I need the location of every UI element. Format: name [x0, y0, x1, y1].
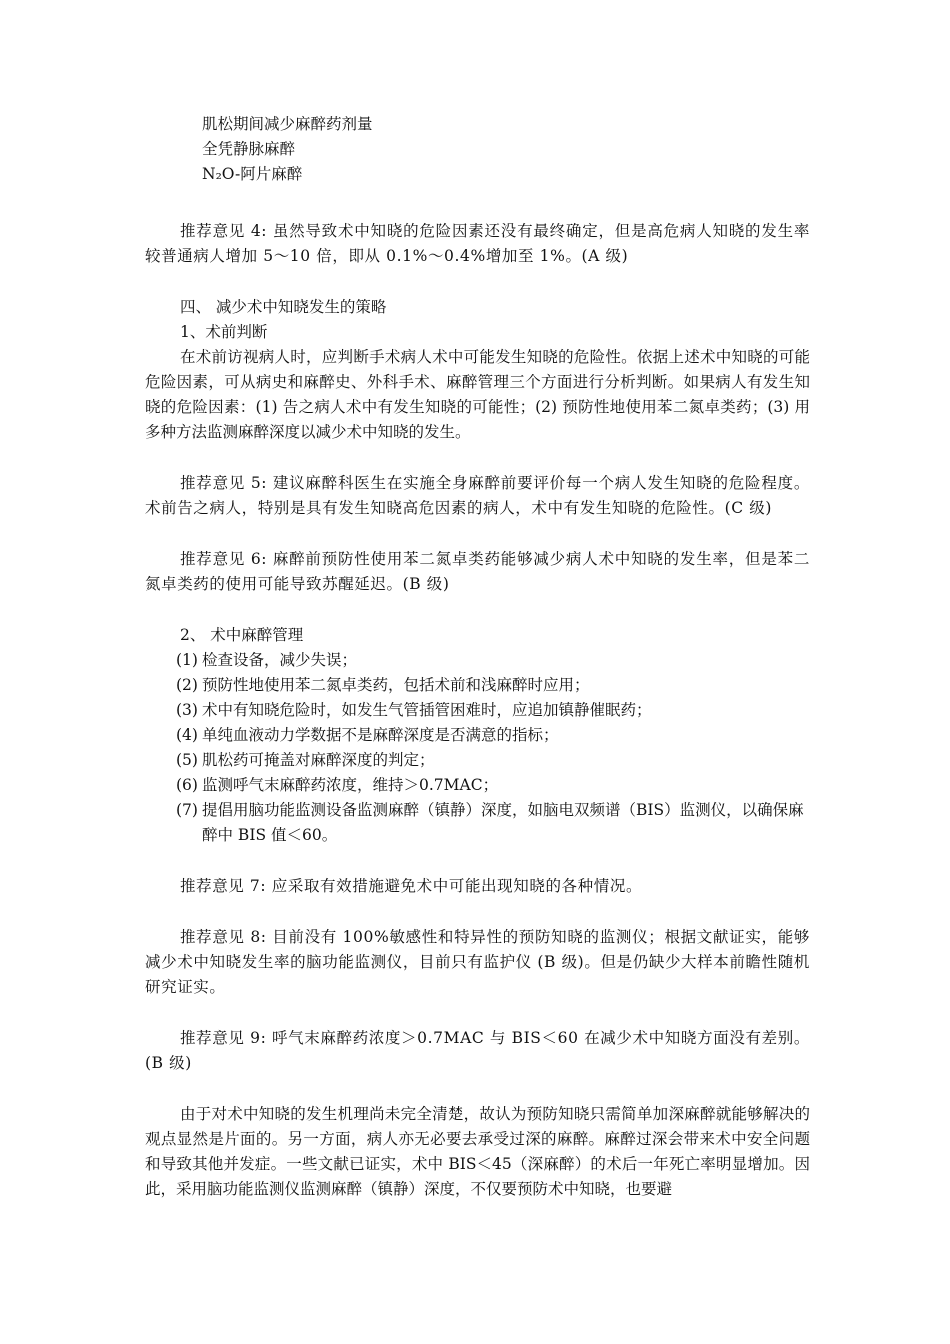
- subsection-2-title: 2、 术中麻醉管理: [180, 626, 304, 644]
- recommendation-4: 推荐意见 4: 虽然导致术中知晓的危险因素还没有最终确定，但是高危病人知晓的发生率较普通病人增加 5～10 倍，即从 0.1%～0.4%增加至 1%。(A 级): [145, 222, 810, 265]
- recommendation-8: 推荐意见 8: 目前没有 100%敏感性和特异性的预防知晓的监测仪；根据文献证实，能够减少术中知晓发生率的脑功能监测仪，目前只有监护仪 (B 级)。但是仍缺少大样本前瞻性随机研究证实。: [145, 928, 810, 996]
- list-item-text: 提倡用脑功能监测设备监测麻醉（镇静）深度，如脑电双频谱（BIS）监测仪，以确保麻醉中 BIS 值＜60。: [202, 801, 804, 844]
- recommendation-5: 推荐意见 5: 建议麻醉科医生在实施全身麻醉前要评价每一个病人发生知晓的危险程度。术前告之病人，特别是具有发生知晓高危因素的病人，术中有发生知晓的危险性。(C 级): [145, 474, 810, 517]
- list-item-number: (3): [176, 701, 198, 719]
- closing-paragraph: 由于对术中知晓的发生机理尚未完全清楚，故认为预防知晓只需简单加深麻醉就能够解决的观点显然是片面的。另一方面，病人亦无必要去承受过深的麻醉。麻醉过深会带来术中安全问题和导致其他并发症。一些文献已证实，术中 BIS＜45（深麻醉）的术后一年死亡率明显增加。因此，采用脑功能监测仪监测麻醉（镇静）深度，不仅要预防术中知晓，也要避: [145, 1105, 810, 1198]
- list-item: [145, 673, 810, 698]
- list-item-text: 预防性地使用苯二氮卓类药，包括术前和浅麻醉时应用；: [202, 676, 590, 694]
- list-item-number: (1): [176, 651, 198, 669]
- list-item: [145, 698, 810, 723]
- intraoperative-management-list: [145, 648, 810, 848]
- list-item-text: 术中有知晓危险时，如发生气管插管困难时，应追加镇静催眠药；: [202, 701, 652, 719]
- list-item-text: 监测呼气末麻醉药浓度，维持＞0.7MAC；: [202, 776, 499, 794]
- list-item-text: 单纯血液动力学数据不是麻醉深度是否满意的指标；: [202, 726, 559, 744]
- list-item: [145, 798, 810, 848]
- list-item-number: (6): [176, 776, 198, 794]
- list-item-number: (4): [176, 726, 198, 744]
- list-item-number: (2): [176, 676, 198, 694]
- list-item: [145, 723, 810, 748]
- section-4-title: 四、 减少术中知晓发生的策略: [180, 298, 387, 316]
- list-item-number: (7): [176, 801, 198, 819]
- subsection-1-paragraph: 在术前访视病人时，应判断手术病人术中可能发生知晓的危险性。依据上述术中知晓的可能危险因素，可从病史和麻醉史、外科手术、麻醉管理三个方面进行分析判断。如果病人有发生知晓的危险因素：(1) 告之病人术中有发生知晓的可能性；(2) 预防性地使用苯二氮卓类药；(3) 用多种方法监测麻醉深度以减少术中知晓的发生。: [145, 348, 810, 441]
- list-item: 肌松期间减少麻醉药剂量: [202, 115, 373, 133]
- recommendation-6: 推荐意见 6: 麻醉前预防性使用苯二氮卓类药能够减少病人术中知晓的发生率，但是苯二氮卓类药的使用可能导致苏醒延迟。(B 级): [145, 550, 810, 593]
- recommendation-7: 推荐意见 7: 应采取有效措施避免术中可能出现知晓的各种情况。: [180, 877, 643, 895]
- list-item-text: 肌松药可掩盖对麻醉深度的判定；: [202, 751, 435, 769]
- list-item-number: (5): [176, 751, 198, 769]
- document-page: [145, 112, 810, 1202]
- subsection-1-title: 1、术前判断: [180, 323, 268, 341]
- list-item: [145, 648, 810, 673]
- list-item: 全凭静脉麻醉: [202, 140, 296, 158]
- list-item: N₂O-阿片麻醉: [202, 165, 303, 183]
- anesthesia-method-list: [145, 112, 810, 187]
- list-item: [145, 748, 810, 773]
- list-item: [145, 773, 810, 798]
- list-item-text: 检查设备，减少失误；: [202, 651, 358, 669]
- recommendation-9: 推荐意见 9: 呼气末麻醉药浓度＞0.7MAC 与 BIS＜60 在减少术中知晓方面没有差别。(B 级): [145, 1029, 810, 1072]
